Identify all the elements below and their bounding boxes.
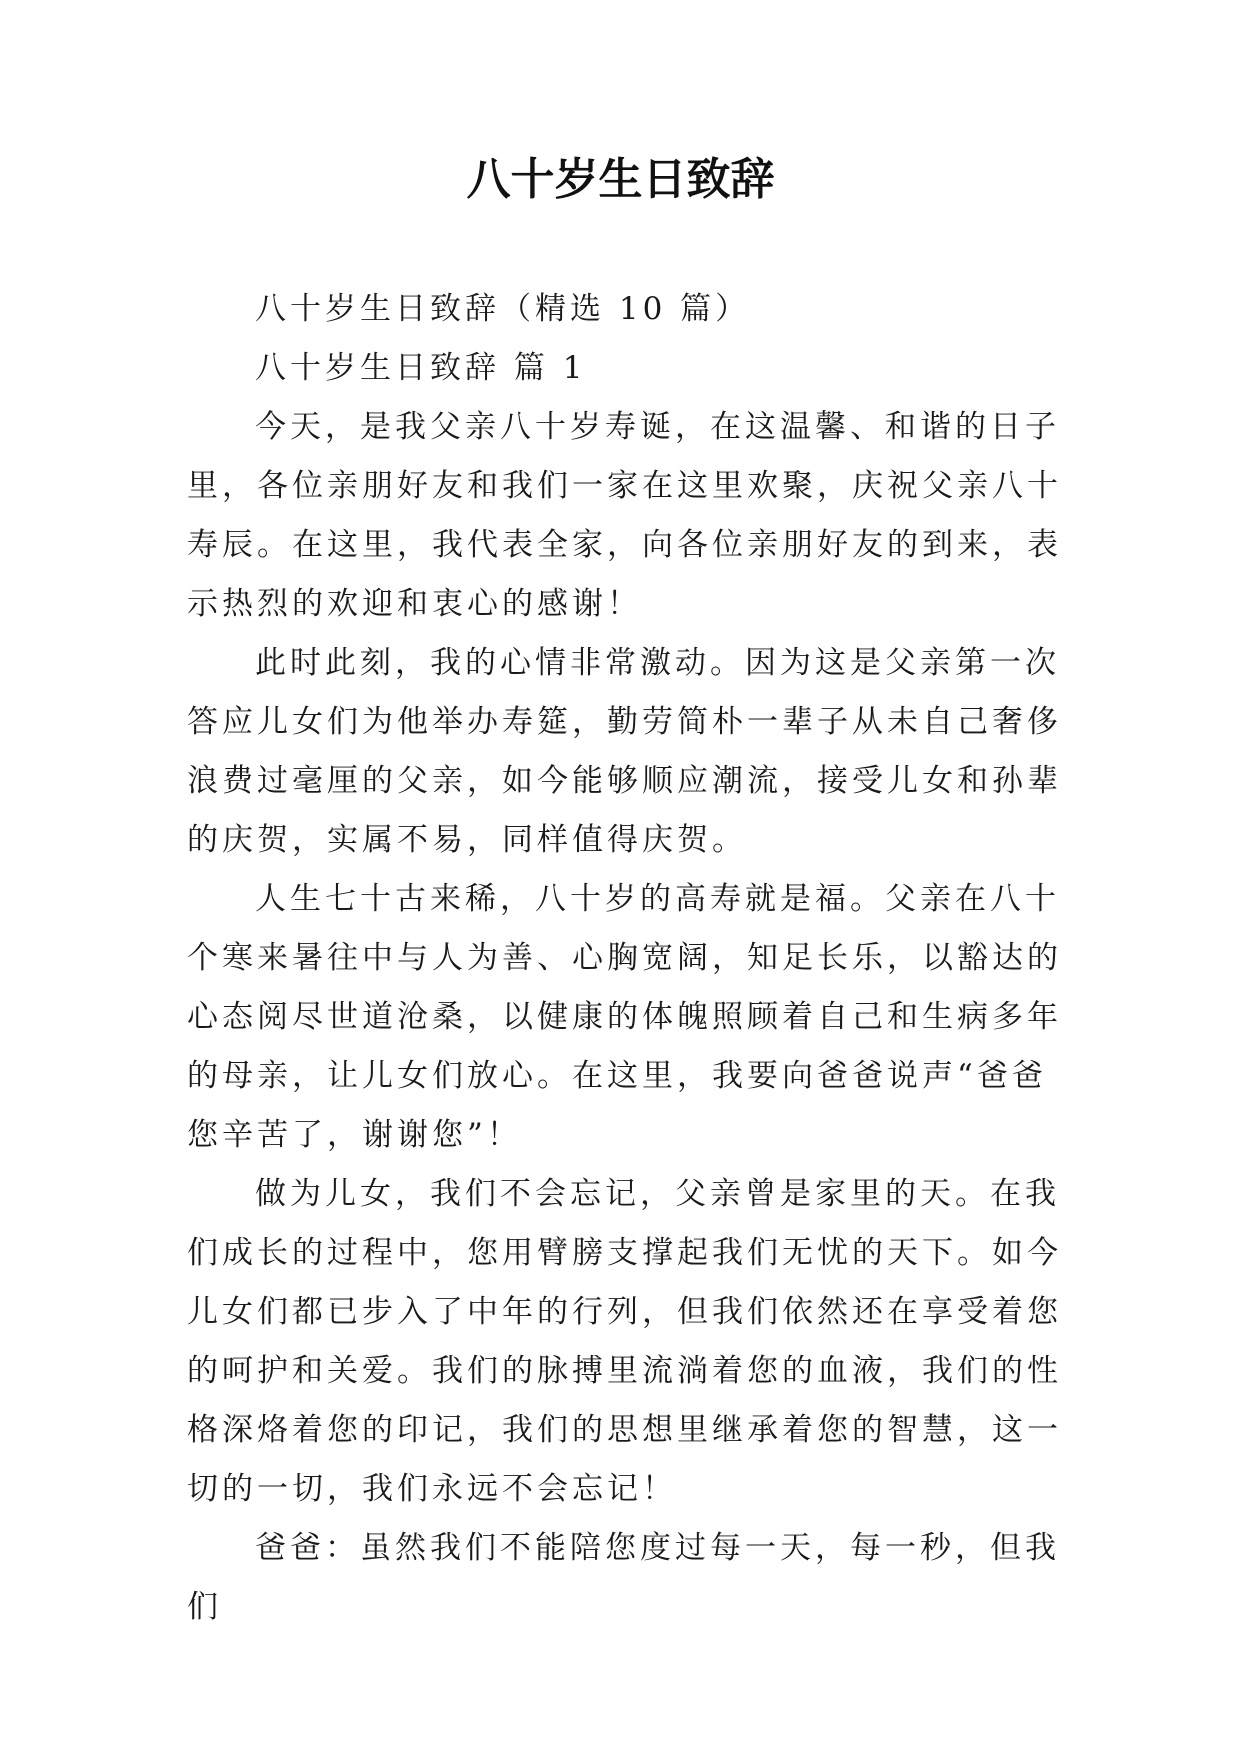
paragraph: 今天，是我父亲八十岁寿诞，在这温馨、和谐的日子里，各位亲朋好友和我们一家在这里欢聚，庆祝父亲八十寿辰。在这里，我代表全家，向各位亲朋好友的到来，表示热烈的欢迎和衷心的感谢！ [187, 409, 1062, 622]
paragraph-section-heading: 八十岁生日致辞 篇 1 [255, 350, 587, 386]
paragraph-subtitle: 八十岁生日致辞（精选 10 篇） [255, 291, 751, 327]
paragraph: 做为儿女，我们不会忘记，父亲曾是家里的天。在我们成长的过程中，您用臂膀支撑起我们无忧的天下。如今儿女们都已步入了中年的行列，但我们依然还在享受着您的呵护和关爱。我们的脉搏里流淌着您的血液，我们的性格深烙着您的印记，我们的思想里继承着您的智慧，这一切的一切，我们永远不会忘记！ [187, 1176, 1062, 1507]
paragraph: 人生七十古来稀，八十岁的高寿就是福。父亲在八十个寒来暑往中与人为善、心胸宽阔，知足长乐，以豁达的心态阅尽世道沧桑，以健康的体魄照顾着自己和生病多年的母亲，让儿女们放心。在这里，我要向爸爸说声“爸爸您辛苦了，谢谢您”！ [187, 881, 1062, 1153]
page-title: 八十岁生日致辞 [466, 154, 775, 205]
paragraph: 爸爸：虽然我们不能陪您度过每一天，每一秒，但我们 [187, 1530, 1060, 1625]
paragraph: 此时此刻，我的心情非常激动。因为这是父亲第一次答应儿女们为他举办寿筵，勤劳简朴一辈子从未自己奢侈浪费过毫厘的父亲，如今能够顺应潮流，接受儿女和孙辈的庆贺，实属不易，同样值得庆贺。 [187, 645, 1062, 858]
document-body [187, 280, 1063, 1637]
